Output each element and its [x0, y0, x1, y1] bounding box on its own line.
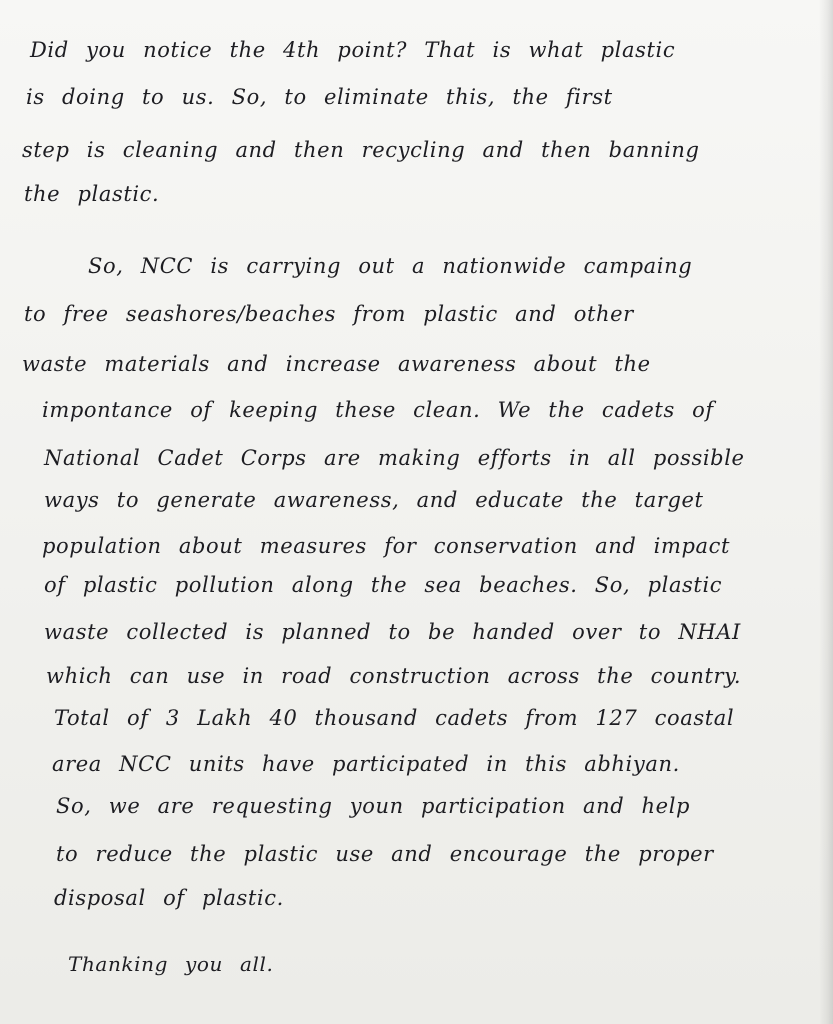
text-line: to free seashores/beaches from plastic and other	[24, 302, 634, 326]
text-line: Did you notice the 4th point? That is what plastic	[30, 38, 676, 62]
text-line: is doing to us. So, to eliminate this, the first	[26, 85, 613, 109]
text-line: step is cleaning and then recycling and then banning	[22, 138, 700, 162]
text-line: National Cadet Corps are making efforts in all possible	[44, 446, 745, 470]
text-line: which can use in road construction across the country.	[46, 664, 742, 688]
text-line: So, we are requesting youn participation and help	[56, 794, 691, 818]
text-line: population about measures for conservation and impact	[42, 534, 731, 558]
text-line: area NCC units have participated in this abhiyan.	[52, 752, 680, 776]
text-line: Total of 3 Lakh 40 thousand cadets from 127 coastal	[54, 706, 735, 730]
text-line: the plastic.	[24, 182, 160, 206]
text-line: waste materials and increase awareness about the	[22, 352, 651, 376]
text-line: of plastic pollution along the sea beaches. So, plastic	[44, 573, 723, 597]
text-line: impontance of keeping these clean. We the cadets of	[42, 398, 714, 422]
page-edge-shadow	[819, 0, 833, 1024]
text-line: to reduce the plastic use and encourage the proper	[56, 842, 714, 866]
text-line: So, NCC is carrying out a nationwide campaing	[88, 254, 693, 278]
closing-line: Thanking you all.	[68, 952, 274, 976]
text-line: disposal of plastic.	[54, 886, 284, 910]
text-line: waste collected is planned to be handed over to NHAI	[44, 620, 741, 644]
text-line: ways to generate awareness, and educate the target	[44, 488, 704, 512]
